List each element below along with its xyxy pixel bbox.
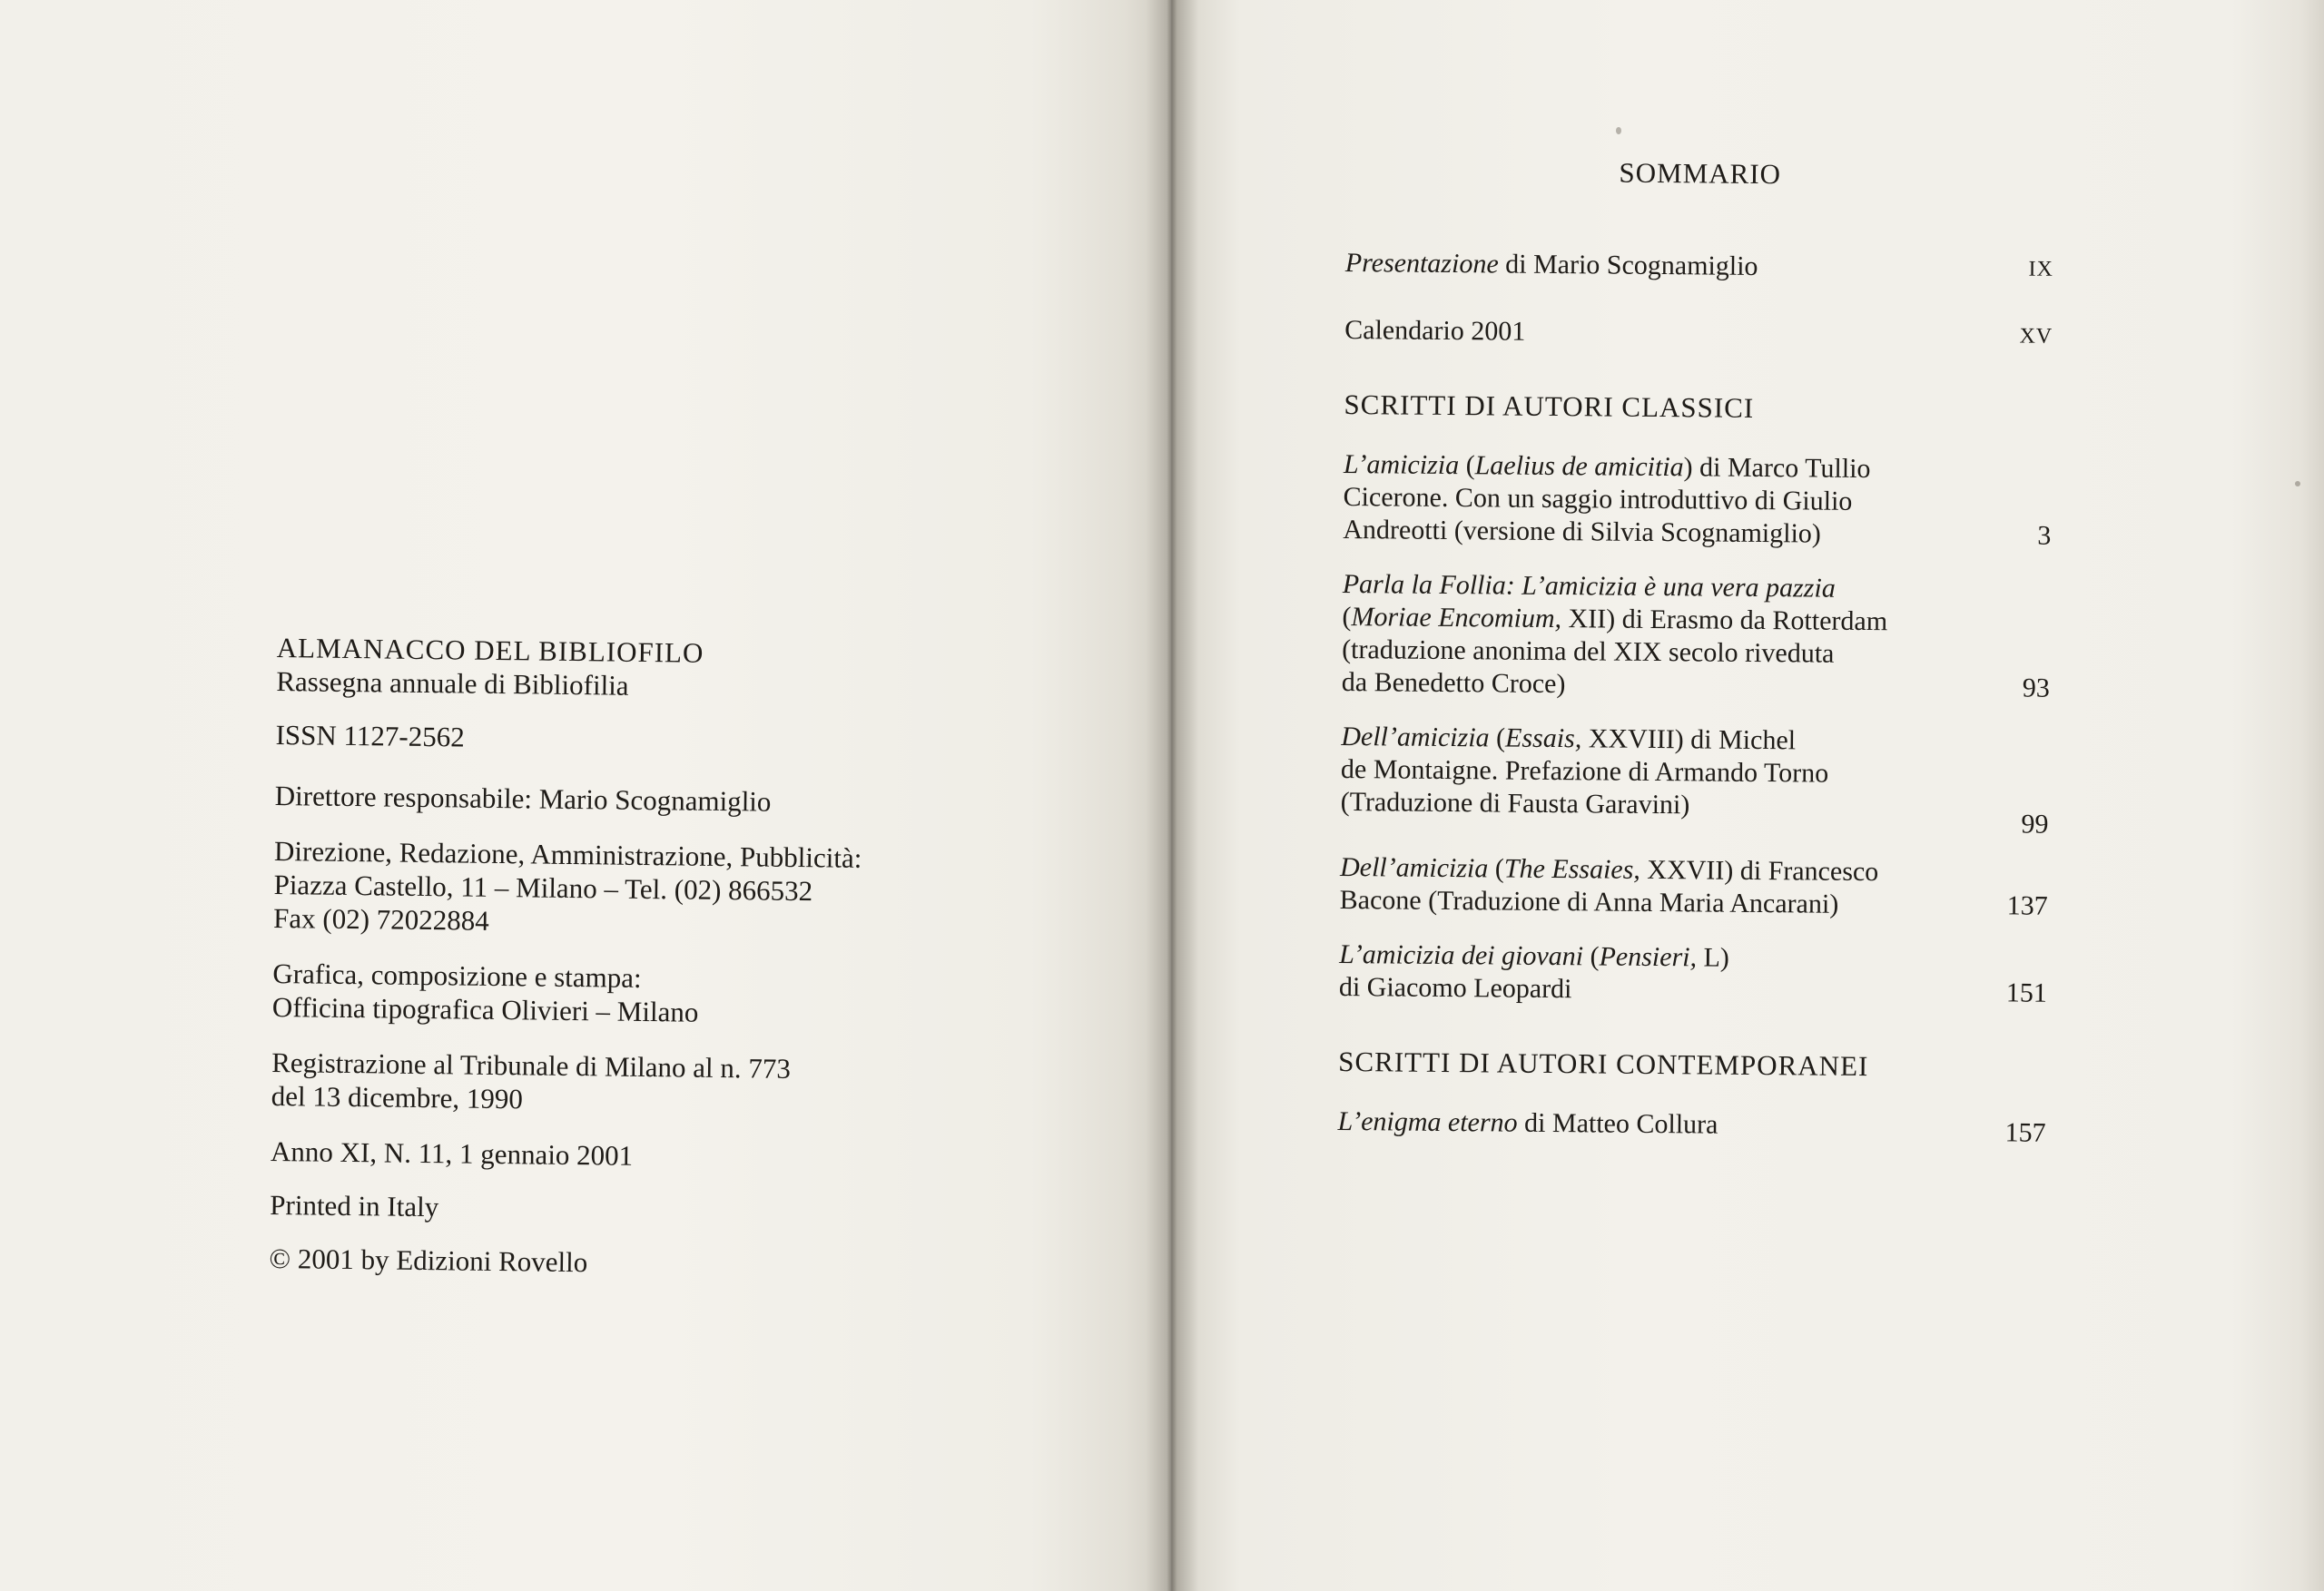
toc-entry-erasmo — [1342, 568, 2051, 705]
toc-heading: SOMMARIO — [1619, 156, 1782, 191]
toc-entry-presentazione — [1345, 247, 2053, 286]
entry-text: Bacone (Traduzione di Anna Maria Ancarani) — [1339, 884, 1839, 919]
entry-title-italic: Dell’amicizia — [1339, 851, 1489, 884]
entry-text: ( — [1488, 853, 1505, 884]
entry-title-italic: L’amicizia — [1343, 448, 1460, 481]
entry-page-number: IX — [2028, 257, 2053, 281]
toc-entry-montaigne — [1340, 721, 2050, 840]
entry-text: XXVII) di Francesco — [1640, 854, 1879, 888]
entry-text: (Traduzione di Fausta Garavini) — [1340, 786, 1690, 820]
entry-text: ( — [1459, 450, 1475, 481]
toc-entry-leopardi — [1339, 938, 2048, 1010]
entry-text: di Giacomo Leopardi — [1338, 971, 1572, 1005]
toc-entry-calendario — [1344, 314, 2053, 353]
entry-text: XXVIII) di Michel — [1581, 723, 1797, 756]
entry-page-number: XV — [2019, 324, 2053, 349]
issn: ISSN 1127-2562 — [275, 718, 465, 753]
copyright: © 2001 by Edizioni Rovello — [269, 1242, 588, 1279]
toc-entry-collura — [1337, 1105, 2046, 1148]
entry-source-italic: Essais, — [1504, 722, 1582, 754]
entry-title-italic: Parla la Follia: L’amicizia è una vera pazzia — [1342, 568, 1836, 604]
entry-text: Andreotti (versione di Silvia Scognamiglio) — [1343, 514, 1822, 549]
editor: Direttore responsabile: Mario Scognamiglio — [274, 779, 772, 818]
entry-text: ( — [1342, 601, 1352, 633]
entry-source-italic: Laelius de amicitia — [1474, 450, 1684, 483]
entry-text: de Montaigne. Prefazione di Armando Torno — [1340, 753, 1829, 789]
entry-title: di Matteo Collura — [1517, 1107, 1718, 1140]
printing-line-2: Officina tipografica Olivieri – Milano — [271, 990, 699, 1028]
section-title-classici: SCRITTI DI AUTORI CLASSICI — [1344, 388, 1755, 424]
registration-line-1: Registrazione al Tribunale di Milano al n. 773 — [271, 1046, 792, 1085]
toc-entry-cicerone — [1343, 448, 2052, 553]
entry-title-italic: L’amicizia dei giovani — [1339, 938, 1584, 972]
book-gutter — [1146, 0, 1198, 1591]
issue-number: Anno XI, N. 11, 1 gennaio 2001 — [270, 1134, 634, 1172]
toc-entry-bacone — [1340, 851, 2049, 923]
entry-title-italic: L’enigma eterno — [1337, 1105, 1518, 1138]
entry-text: Cicerone. Con un saggio introduttivo di Giulio — [1343, 481, 1853, 516]
entry-source-italic: Pensieri, — [1599, 941, 1698, 973]
entry-page-number: 151 — [2005, 977, 2048, 1008]
entry-text: ( — [1582, 941, 1600, 972]
entry-page-number: 137 — [2006, 890, 2048, 921]
printed-in: Printed in Italy — [270, 1188, 439, 1223]
printing-line-1: Grafica, composizione e stampa: — [272, 957, 642, 994]
entry-source-italic: The Essaies, — [1503, 853, 1641, 885]
entry-source-italic: Moriae Encomium, — [1351, 602, 1562, 634]
entry-page-number: 99 — [2021, 809, 2049, 840]
entry-title: di Mario Scognamiglio — [1498, 249, 1758, 281]
paper-speck — [1616, 127, 1621, 134]
entry-text: (traduzione anonima del XIX secolo riveduta — [1342, 633, 1835, 669]
entry-title-italic: Presentazione — [1344, 247, 1499, 280]
entry-text: ) di Marco Tullio — [1683, 452, 1871, 485]
entry-title-italic: Dell’amicizia — [1341, 721, 1490, 753]
offices-line-2: Piazza Castello, 11 – Milano – Tel. (02) 866532 — [273, 868, 813, 908]
publication-subtitle: Rassegna annuale di Bibliofilia — [276, 664, 629, 702]
offices-line-3: Fax (02) 72022884 — [272, 901, 489, 937]
entry-page-number: 93 — [2022, 673, 2050, 703]
entry-page-number: 157 — [2004, 1117, 2046, 1148]
section-title-contemporanei: SCRITTI DI AUTORI CONTEMPORANEI — [1338, 1045, 1869, 1083]
publication-title: ALMANACCO DEL BIBLIOFILO — [276, 631, 704, 669]
entry-page-number: 3 — [2037, 520, 2052, 551]
entry-text: XII) di Erasmo da Rotterdam — [1561, 604, 1888, 637]
registration-line-2: del 13 dicembre, 1990 — [271, 1079, 524, 1115]
colophon — [269, 631, 912, 1299]
entry-text: ( — [1489, 722, 1506, 753]
offices-line-1: Direzione, Redazione, Amministrazione, Pubblicità: — [273, 834, 862, 874]
entry-text: L) — [1696, 942, 1730, 973]
entry-title: Calendario 2001 — [1344, 314, 1526, 347]
table-of-contents — [1337, 145, 2054, 1148]
entry-text: da Benedetto Croce) — [1341, 666, 1566, 700]
paper-speck — [2295, 481, 2300, 486]
